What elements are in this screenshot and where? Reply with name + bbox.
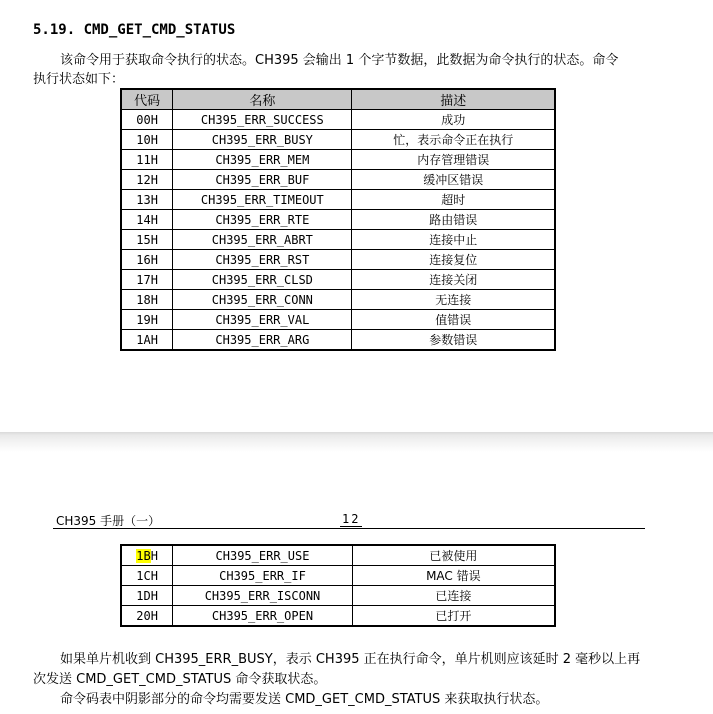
- desc-cell: MAC 错误: [352, 566, 555, 586]
- header-desc: 描述: [352, 89, 555, 110]
- name-cell: CH395_ERR_ISCONN: [173, 586, 352, 606]
- name-cell: CH395_ERR_CLSD: [173, 270, 352, 290]
- outro-line-3: 命令码表中阴影部分的命令均需要发送 CMD_GET_CMD_STATUS 来获取执行状态。: [60, 692, 549, 707]
- intro-paragraph: [33, 51, 673, 89]
- table-header-row: [121, 89, 555, 110]
- code-suffix: H: [150, 548, 158, 563]
- code-cell: 19H: [121, 310, 173, 330]
- desc-cell: 超时: [352, 190, 555, 210]
- outro-line-2: 次发送 CMD_GET_CMD_STATUS 命令获取状态。: [33, 672, 327, 687]
- name-cell: CH395_ERR_VAL: [173, 310, 352, 330]
- code-cell: [121, 545, 173, 566]
- status-code-table-continued: [120, 544, 556, 627]
- code-cell: 18H: [121, 290, 173, 310]
- table-row: [121, 290, 555, 310]
- desc-cell: 已连接: [352, 586, 555, 606]
- header-code: 代码: [121, 89, 173, 110]
- desc-cell: 无连接: [352, 290, 555, 310]
- table-row: [121, 150, 555, 170]
- desc-cell: 值错误: [352, 310, 555, 330]
- code-cell: 12H: [121, 170, 173, 190]
- table-row: [121, 190, 555, 210]
- table-row: [121, 586, 555, 606]
- table-row: [121, 170, 555, 190]
- code-cell: 17H: [121, 270, 173, 290]
- name-cell: CH395_ERR_OPEN: [173, 606, 352, 627]
- name-cell: CH395_ERR_ABRT: [173, 230, 352, 250]
- code-cell: 00H: [121, 110, 173, 130]
- desc-cell: 忙，表示命令正在执行: [352, 130, 555, 150]
- name-cell: CH395_ERR_USE: [173, 545, 352, 566]
- section-heading: 5.19. CMD_GET_CMD_STATUS: [33, 22, 236, 38]
- code-cell: 16H: [121, 250, 173, 270]
- intro-line-1: 该命令用于获取命令执行的状态。CH395 会输出 1 个字节数据，此数据为命令执行的状态。命令: [60, 53, 619, 68]
- code-cell: 20H: [121, 606, 173, 627]
- desc-cell: 成功: [352, 110, 555, 130]
- desc-cell: 连接中止: [352, 230, 555, 250]
- desc-cell: 内存管理错误: [352, 150, 555, 170]
- table-row: [121, 110, 555, 130]
- desc-cell: 连接复位: [352, 250, 555, 270]
- desc-cell: 连接关闭: [352, 270, 555, 290]
- name-cell: CH395_ERR_BUF: [173, 170, 352, 190]
- desc-cell: 参数错误: [352, 330, 555, 351]
- table-row: [121, 606, 555, 627]
- page-break: [0, 432, 713, 452]
- table-row: [121, 330, 555, 351]
- code-cell: 15H: [121, 230, 173, 250]
- intro-line-2: 执行状态如下：: [33, 72, 125, 87]
- table-row: [121, 310, 555, 330]
- code-cell: 1DH: [121, 586, 173, 606]
- table-row: [121, 230, 555, 250]
- highlighted-code: 1B: [136, 548, 151, 563]
- table-row: [121, 566, 555, 586]
- table-row: [121, 545, 555, 566]
- name-cell: CH395_ERR_IF: [173, 566, 352, 586]
- name-cell: CH395_ERR_ARG: [173, 330, 352, 351]
- name-cell: CH395_ERR_TIMEOUT: [173, 190, 352, 210]
- name-cell: CH395_ERR_SUCCESS: [173, 110, 352, 130]
- outro-paragraph: [33, 650, 683, 710]
- table-row: [121, 270, 555, 290]
- status-code-table: [120, 88, 556, 351]
- code-cell: 11H: [121, 150, 173, 170]
- desc-cell: 已打开: [352, 606, 555, 627]
- code-cell: 1AH: [121, 330, 173, 351]
- name-cell: CH395_ERR_MEM: [173, 150, 352, 170]
- header-name: 名称: [173, 89, 352, 110]
- name-cell: CH395_ERR_RST: [173, 250, 352, 270]
- code-cell: 10H: [121, 130, 173, 150]
- footer-rule: [53, 528, 645, 529]
- table-row: [121, 130, 555, 150]
- code-cell: 1CH: [121, 566, 173, 586]
- footer-manual-title: CH395 手册（一）: [56, 514, 161, 528]
- code-cell: 13H: [121, 190, 173, 210]
- desc-cell: 已被使用: [352, 545, 555, 566]
- code-cell: 14H: [121, 210, 173, 230]
- desc-cell: 缓冲区错误: [352, 170, 555, 190]
- name-cell: CH395_ERR_RTE: [173, 210, 352, 230]
- footer-page-number: 12: [342, 512, 361, 526]
- table-row: [121, 250, 555, 270]
- name-cell: CH395_ERR_BUSY: [173, 130, 352, 150]
- outro-line-1: 如果单片机收到 CH395_ERR_BUSY，表示 CH395 正在执行命令，单片机则应该延时 2 毫秒以上再: [60, 652, 641, 667]
- desc-cell: 路由错误: [352, 210, 555, 230]
- table-row: [121, 210, 555, 230]
- name-cell: CH395_ERR_CONN: [173, 290, 352, 310]
